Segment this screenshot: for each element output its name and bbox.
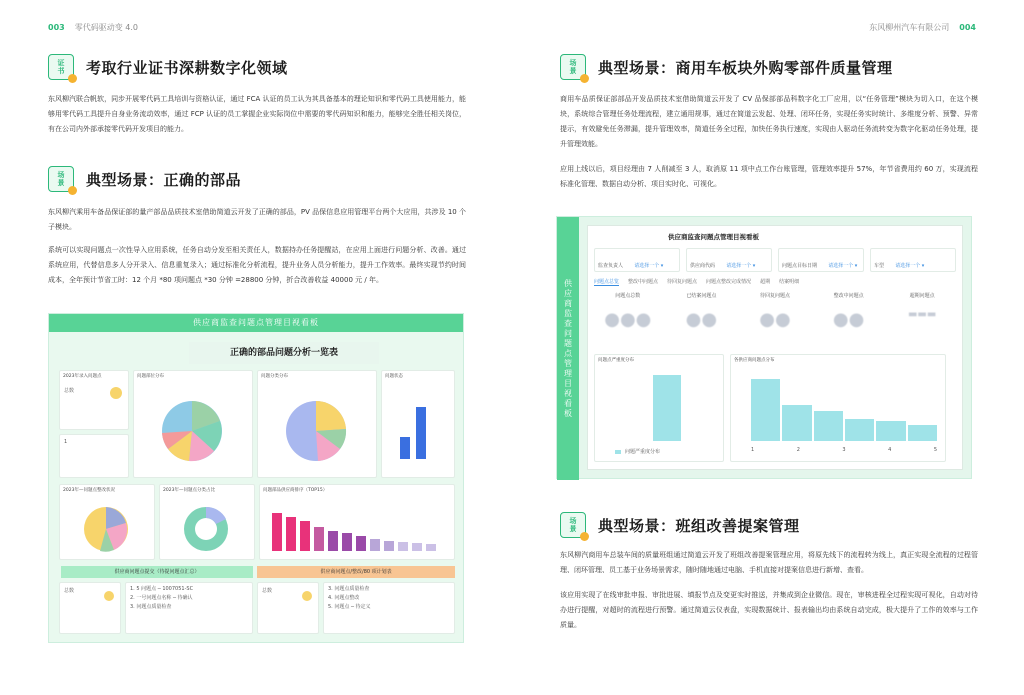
panel-issue-status: 问题状态 <box>381 370 455 478</box>
chart-supplier-distribution: 各供应商问题点分布 1 2 3 4 5 <box>730 354 946 462</box>
filter-row <box>594 248 956 272</box>
certificate-badge-icon: 证 书 <box>48 54 74 80</box>
left-page-number: 003 <box>48 23 65 32</box>
team-proposal-paragraph-1: 东风柳汽商用车总装车间的质量班组通过简道云开发了班组改善提案管理应用，将原先线下的流程转为线上，真正实现全流程的过程管理、闭环管理、员工基于业务场景需求，随时随地通过电脑、手机直接对提案信息进行新增、查看。 <box>560 551 978 574</box>
section-title: 典型场景：班组改善提案管理 <box>598 516 800 535</box>
x-axis-ticks: 1 2 3 4 5 <box>751 447 937 453</box>
right-running-header <box>869 22 976 33</box>
panel-parts-distribution: 问题部位分布 <box>133 370 253 478</box>
certificate-paragraph: 东风柳汽联合帆软，同步开展零代码工具培训与资格认证，通过 FCA 认证的员工认为其具备基本的理论知识和零代码工具使用能力，能够用零代码工具提升自身业务流动效率，通过 FCP 认证的员工掌握企业实际岗位中需要的零代码知识和能力，能够完全胜任相关岗位，有在公司内外部承接零代码开发项目的能力。 <box>48 95 466 133</box>
filter-target-date[interactable]: 问题点目标日期 请选择一个 ▾ <box>778 248 864 272</box>
panel-supplier-ranking: 问题部品供应商排序（TOP15） <box>259 484 455 560</box>
section-title: 典型场景：商用车板块外购零部件质量管理 <box>598 58 893 77</box>
section-title: 典型场景：正确的部品 <box>86 170 242 189</box>
panel-category-distribution: 问题分类分布 <box>257 370 377 478</box>
right-company-name: 东风柳州汽车有限公司 <box>869 23 950 32</box>
correct-parts-paragraph-2: 系统可以实现问题点一次性导入应用系统，任务自动分发至相关责任人，数据持办任务提醒站，在应用上面进行问题分析、改善。通过系统应用，代替信息多人分开录入、信息重复录入；通过标准化分析流程，提升业务人员分析能力，提升工作效率。最终实现节约时间成本，全年预计节省工时：12 个月 *80 项问题点 *30 分钟 =28800 分钟，折合改善收益 40000 元 / 年。 <box>48 246 466 284</box>
panel-pending-count: 总数 <box>59 582 121 634</box>
panel-pending-list: 1. 5 问题点 ─ 1007051-SC 2. 一号问题点名称 ─ 待确认 3. 问题点质量检查 <box>125 582 253 634</box>
panel-annual-issues: 2023年录入问题点 总数 <box>59 370 129 430</box>
section-team-proposal-heading <box>560 512 800 538</box>
section-certificate-heading <box>48 54 288 80</box>
kpi-pending: 待回复问题点 ●● <box>759 293 791 330</box>
panel-plan-count: 总数 <box>257 582 319 634</box>
commercial-vehicle-paragraph-1: 商用车品质保证部部品开发品质技术室借助简道云开发了 CV 品保部部品科数字化工厂应用，以“任务管理”模块为切入口，在这个模块，系统综合管理任务处理流程，建立通用规事，通过在简道云发起、处理、闭环任务，实现任务实时统计、多维度分析、预警、异常提示，有效避免任务滞漏，提升管理效率，简道任务全过程，加快任务执行速度，实现由人驱动任务流转变为数字化驱动任务处理，提升管理效能。 <box>560 95 978 148</box>
tab-bar <box>594 278 956 286</box>
dashboard-title: 正确的部品问题分析一览表 <box>189 342 379 364</box>
team-proposal-paragraph-2: 该应用实现了在线审批申报、审批进展、填报节点及变更实时推送，并集成到企业微信。现在，审核进程全过程实现可视化，自动对待办进行提醒，对超时的流程进行预警。通过简道云仪表盘，实现数据统计、报表输出均由系统自动完成，极大提升了工作的效率与工作质量。 <box>560 591 978 629</box>
commercial-vehicle-paragraph-2: 应用上线以后，项目经理由 7 人削减至 3 人，取消原 11 项中点工作台账管理，管理效率提升 57%，年节省费用约 60 万，实现流程标准化管理、数据自动分析、项目实时化、可视化。 <box>560 165 978 188</box>
kpi-rectifying: 整改中问题点 ●● <box>832 293 865 330</box>
dashboard-vertical-title: 供应商监查问题点管理目视看板 <box>557 217 579 480</box>
tab-overview[interactable]: 问题点总览 <box>594 279 620 285</box>
right-dashboard-image <box>556 216 972 479</box>
tab-overdue[interactable]: 超期 <box>760 279 771 285</box>
kpi-row <box>594 292 956 348</box>
panel-annual-issues-sub: 1 <box>59 434 129 478</box>
panel-rectification-status: 2023年—问题点整改状况 <box>59 484 155 560</box>
section-bar-pending: 供应商问题点提交（待提问题点汇总） <box>61 566 253 578</box>
dashboard-banner: 供应商监查问题点管理目视看板 <box>49 314 463 332</box>
kpi-closed: 已结案问题点 ●● <box>685 293 718 330</box>
correct-parts-paragraph-1: 东风柳汽乘用车备品保证部的量产部品品质技术室借助简道云开发了正确的部品，PV 品保信息应用管理平台两个大应用，共涉及 10 个子模块。 <box>48 208 466 231</box>
section-bar-plan: 供应商问题点/整改/80 项计划表 <box>257 566 455 578</box>
right-page-number: 004 <box>959 23 976 32</box>
chart-severity: 问题点严重度分布 问题严重度分布 <box>594 354 724 462</box>
tab-rectifying[interactable]: 整改中问题点 <box>628 279 659 285</box>
scenario-badge-icon: 场 景 <box>48 166 74 192</box>
section-title: 考取行业证书深耕数字化领域 <box>86 58 288 77</box>
left-doc-title: 零代码驱动变 4.0 <box>74 23 138 32</box>
tab-closed[interactable]: 结案明细 <box>779 279 800 285</box>
scenario-badge-icon: 场 景 <box>560 54 586 80</box>
panel-category-share: 2023年—问题点分类占比 <box>159 484 255 560</box>
left-dashboard-image <box>48 313 464 643</box>
scenario-badge-icon: 场 景 <box>560 512 586 538</box>
filter-supervisor[interactable]: 监查负责人 请选择一个 ▾ <box>594 248 680 272</box>
filter-supplier-code[interactable]: 供应商代码 请选择一个 ▾ <box>686 248 772 272</box>
kpi-total: 问题点总数 ●●● <box>604 293 652 330</box>
kpi-overdue: 超期问题点 ▬▬▬ <box>907 293 937 320</box>
section-correct-parts-heading <box>48 166 241 192</box>
section-commercial-vehicle-heading <box>560 54 893 80</box>
filter-vehicle-model[interactable]: 车型 请选择一个 ▾ <box>870 248 956 272</box>
tab-pending-reply[interactable]: 待回复问题点 <box>667 279 698 285</box>
dashboard-title: 供应商监查问题点管理目视看板 <box>668 233 759 241</box>
tab-completion[interactable]: 问题点整改完成情况 <box>706 279 752 285</box>
left-running-header <box>48 22 138 33</box>
panel-plan-list: 3. 问题点质量检查 4. 问题点整改 5. 问题点 ─ 待定义 <box>323 582 455 634</box>
